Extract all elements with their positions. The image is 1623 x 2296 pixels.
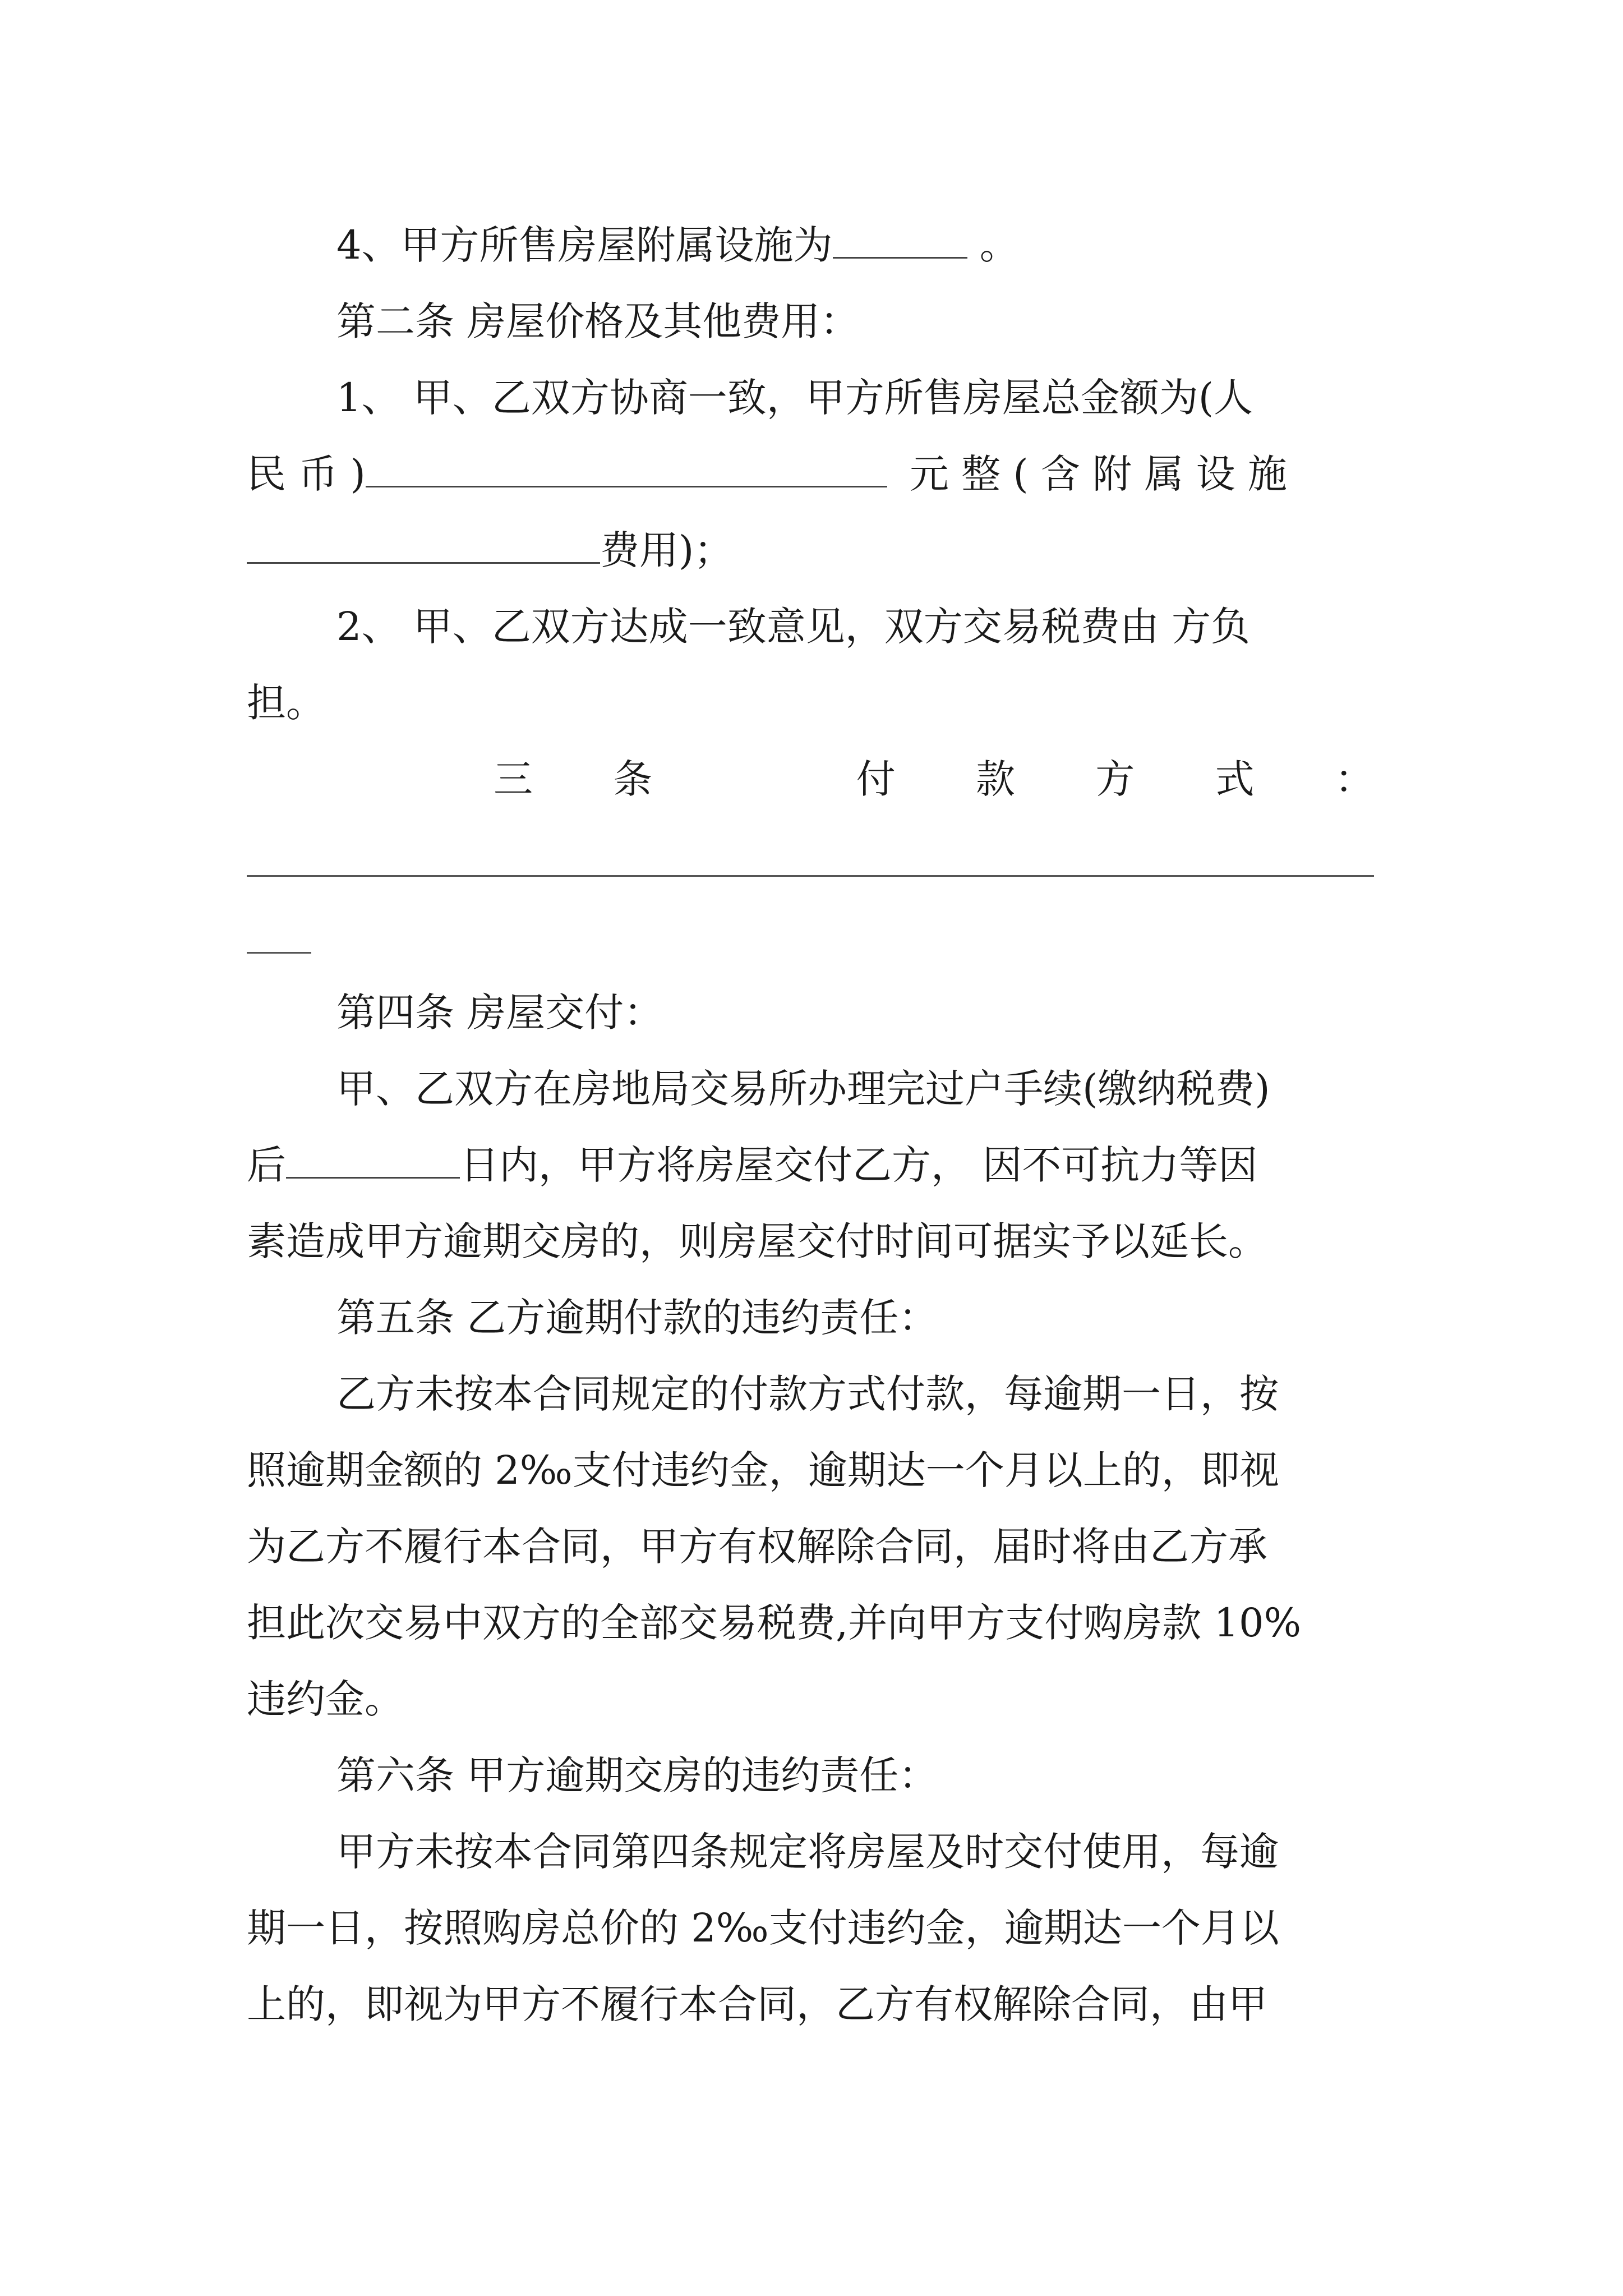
- article-6-line-1: [336, 1826, 1391, 1877]
- article-4-heading: [336, 987, 1391, 1038]
- payment-method-blank-line: [247, 875, 1374, 877]
- paragraph-text: 2、 甲、乙双方达成一致意见，双方交易税费由 方负: [336, 604, 1251, 650]
- text-segment: 费用)；: [600, 527, 734, 573]
- clause-2-1-line-2: [247, 449, 1385, 499]
- paragraph-text: 担此次交易中双方的全部交易税费,并向甲方支付购房款 10%: [247, 1600, 1302, 1646]
- paragraph-text: 甲方未按本合同第四条规定将房屋及时交付使用，每逾: [336, 1829, 1279, 1875]
- text-segment: 元 整 ( 含 附 属 设 施: [909, 451, 1287, 497]
- text-segment: 日内，甲方将房屋交付乙方， 因不可抗力等因: [460, 1142, 1258, 1188]
- article-4-line-2: [247, 1140, 1385, 1190]
- article-6-heading: [336, 1750, 1391, 1801]
- heading-text: 第五条 乙方逾期付款的违约责任：: [336, 1295, 938, 1341]
- fill-blank: [366, 451, 887, 487]
- paragraph-text: 期一日，按照购房总价的 2‰支付违约金，逾期达一个月以: [247, 1905, 1279, 1951]
- article-5-line-2: [247, 1445, 1385, 1496]
- article-5-heading: [336, 1292, 1391, 1343]
- article-5-line-4: [247, 1598, 1385, 1648]
- clause-2-2-line-1: [336, 601, 1391, 652]
- heading-char: 付: [856, 756, 896, 802]
- text-segment: 后: [247, 1142, 286, 1188]
- clause-2-2-line-2: [247, 678, 1385, 728]
- article-3-heading: [494, 754, 1374, 804]
- paragraph-text: 担。: [247, 680, 325, 726]
- article-5-line-1: [336, 1369, 1391, 1419]
- heading-char: ：: [1334, 756, 1374, 802]
- article-6-line-2: [247, 1903, 1385, 1953]
- clause-1-4: [336, 220, 1391, 270]
- heading-text: 第四条 房屋交付：: [336, 990, 663, 1036]
- heading-char: 方: [1095, 756, 1135, 802]
- heading-char: 款: [975, 756, 1015, 802]
- paragraph-text: 上的，即视为甲方不履行本合同，乙方有权解除合同，由甲: [247, 1981, 1267, 2027]
- heading-text: 第二条 房屋价格及其他费用：: [336, 298, 860, 344]
- clause-2-1-line-1: [336, 372, 1391, 423]
- paragraph-text: 1、 甲、乙双方协商一致，甲方所售房屋总金额为(人: [336, 375, 1253, 421]
- fill-blank: [286, 1142, 460, 1179]
- article-5-line-5: [247, 1674, 1385, 1724]
- payment-method-blank-line-continued: [247, 952, 311, 954]
- article-2-heading: [336, 296, 1391, 347]
- heading-text: 第六条 甲方逾期交房的违约责任：: [336, 1752, 938, 1798]
- text-segment: 。: [967, 222, 1019, 268]
- heading-char: 三: [494, 756, 533, 802]
- paragraph-text: 为乙方不履行本合同，甲方有权解除合同，届时将由乙方承: [247, 1524, 1267, 1570]
- article-4-line-3: [247, 1216, 1385, 1267]
- clause-2-1-line-3: [247, 525, 1385, 576]
- text-segment: 4、甲方所售房屋附属设施为: [336, 222, 833, 268]
- fill-blank: [833, 222, 967, 259]
- article-5-line-3: [247, 1521, 1385, 1572]
- paragraph-text: 乙方未按本合同规定的付款方式付款，每逾期一日，按: [336, 1371, 1279, 1417]
- text-segment: 民 币 ): [247, 451, 366, 497]
- heading-char: 条: [613, 756, 653, 802]
- article-6-line-3: [247, 1979, 1385, 2030]
- fill-blank: [247, 527, 600, 564]
- paragraph-text: 照逾期金额的 2‰支付违约金，逾期达一个月以上的，即视: [247, 1447, 1279, 1493]
- paragraph-text: 违约金。: [247, 1676, 404, 1722]
- heading-char: 式: [1215, 756, 1255, 802]
- paragraph-text: 素造成甲方逾期交房的，则房屋交付时间可据实予以延长。: [247, 1218, 1267, 1264]
- article-4-line-1: [336, 1064, 1391, 1114]
- paragraph-text: 甲、乙双方在房地局交易所办理完过户手续(缴纳税费): [336, 1066, 1270, 1112]
